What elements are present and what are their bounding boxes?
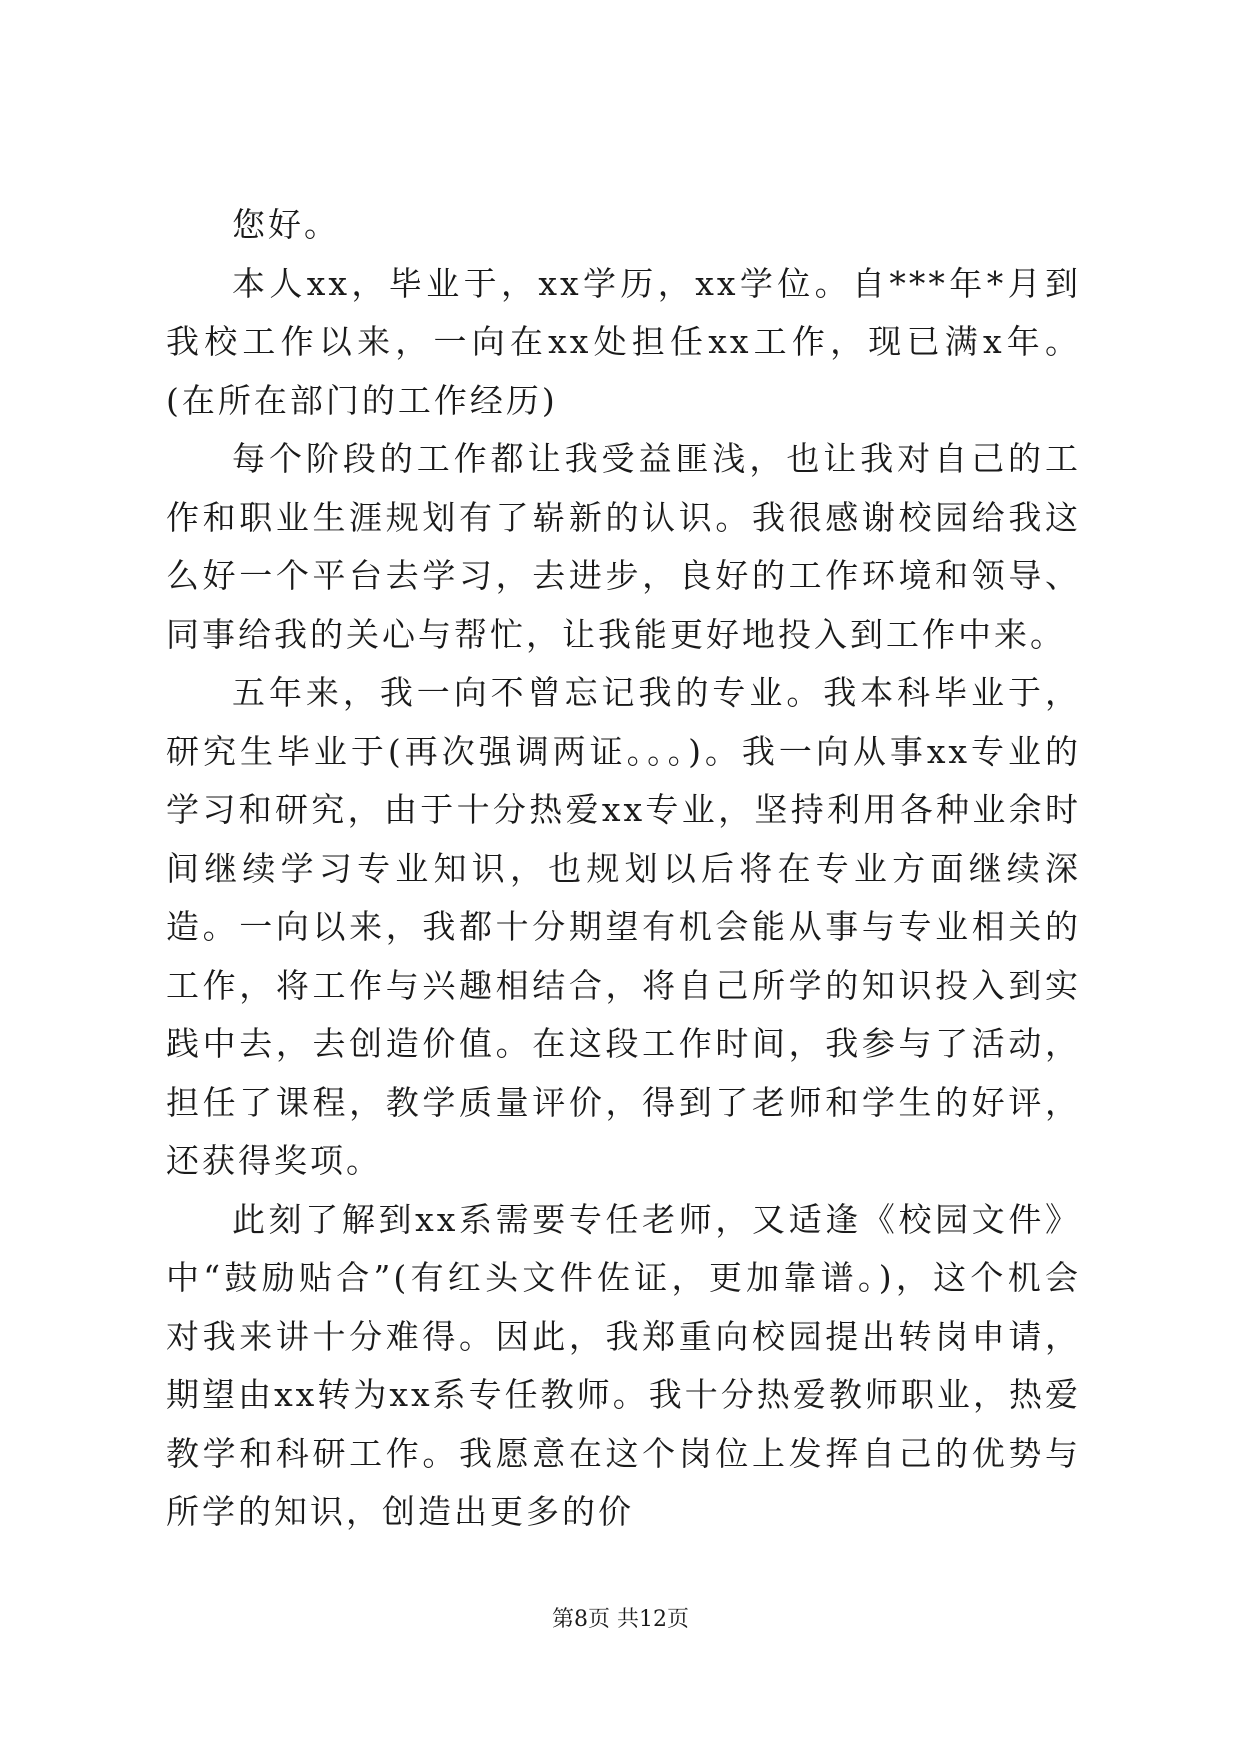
document-body [166,196,1081,1542]
paragraph-specialty: 五年来，我一向不曾忘记我的专业。我本科毕业于，研究生毕业于(再次强调两证。。。)。我一向从事xx专业的学习和研究，由于十分热爱xx专业，坚持利用各种业余时间继续学习专业知识，也规划以后将在专业方面继续深造。一向以来，我都十分期望有机会能从事与专业相关的工作，将工作与兴趣相结合，将自己所学的知识投入到实践中去，去创造价值。在这段工作时间，我参与了活动，担任了课程，教学质量评价，得到了老师和学生的好评，还获得奖项。 [166,673,1081,1180]
paragraph-introduction: 本人xx，毕业于，xx学历，xx学位。自***年*月到我校工作以来，一向在xx处担任xx工作，现已满x年。(在所在部门的工作经历) [166,263,1081,420]
paragraph-gratitude: 每个阶段的工作都让我受益匪浅，也让我对自己的工作和职业生涯规划有了崭新的认识。我很感谢校园给我这么好一个平台去学习，去进步，良好的工作环境和领导、同事给我的关心与帮忙，让我能更好地投入到工作中来。 [166,439,1081,654]
paragraph-greeting: 您好。 [232,205,340,244]
paragraph-transfer-request: 此刻了解到xx系需要专任老师，又适逢《校园文件》中“鼓励贴合”(有红头文件佐证，更加靠谱。)，这个机会对我来讲十分难得。因此，我郑重向校园提出转岗申请，期望由xx转为xx系专任教师。我十分热爱教师职业，热爱教学和科研工作。我愿意在这个岗位上发挥自己的优势与所学的知识，创造出更多的价 [166,1199,1081,1531]
page-footer: 第8页 共12页 [552,1607,689,1632]
